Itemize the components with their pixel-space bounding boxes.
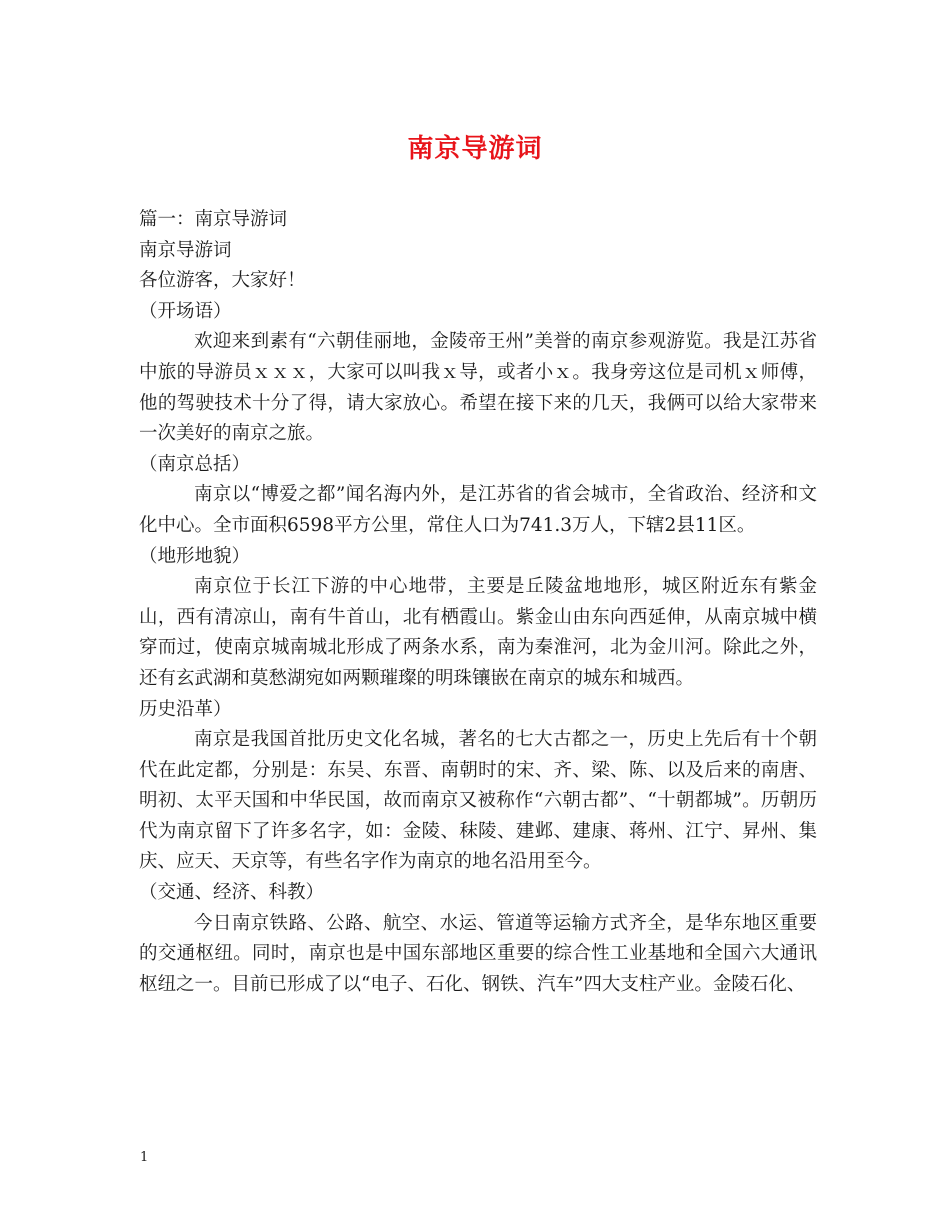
section-heading-overview: （南京总括） — [139, 453, 251, 475]
paragraph-opening: 欢迎来到素有“六朝佳丽地，金陵帝王州”美誉的南京参观游览。我是江苏省中旅的导游员ｘｘｘ，大家可以叫我ｘ导，或者小ｘ。我身旁这位是司机ｘ师傅，他的驾驶技术十分了得，请大家放心。希望在接下来的几天，我俩可以给大家带来一次美好的南京之旅。 — [139, 331, 817, 445]
paragraph-terrain: 南京位于长江下游的中心地带，主要是丘陵盆地地形，城区附近东有紫金山，西有清凉山，南有牛首山，北有栖霞山。紫金山由东向西延伸，从南京城中横穿而过，使南京城南城北形成了两条水系，南为秦淮河，北为金川河。除此之外，还有玄武湖和莫愁湖宛如两颗璀璨的明珠镶嵌在南京的城东和城西。 — [139, 576, 817, 689]
section-heading-opening: （开场语） — [139, 300, 232, 322]
sub-heading: 南京导游词 — [139, 239, 232, 261]
section-heading-transport: （交通、经济、科教） — [139, 882, 325, 904]
greeting: 各位游客，大家好！ — [139, 270, 306, 292]
document-title: 南京导游词 — [407, 134, 543, 164]
document-body — [139, 205, 817, 1000]
paragraph-overview: 南京以“博爱之都”闻名海内外，是江苏省的省会城市，全省政治、经济和文化中心。全市面积6598平方公里，常住人口为741.3万人，下辖2县11区。 — [139, 484, 817, 536]
article-heading: 篇一：南京导游词 — [139, 209, 288, 230]
section-heading-terrain: （地形地貌） — [139, 545, 251, 567]
paragraph-history: 南京是我国首批历史文化名城，著名的七大古都之一，历史上先后有十个朝代在此定都，分别是：东吴、东晋、南朝时的宋、齐、梁、陈、以及后来的南唐、明初、太平天国和中华民国，故而南京又被称作“六朝古都”、“十朝都城”。历朝历代为南京留下了许多名字，如：金陵、秣陵、建邺、建康、蒋州、江宁、昇州、集庆、应天、天京等，有些名字作为南京的地名沿用至今。 — [139, 729, 817, 873]
page-number: 1 — [140, 1150, 149, 1165]
paragraph-transport: 今日南京铁路、公路、航空、水运、管道等运输方式齐全，是华东地区重要的交通枢纽。同时，南京也是中国东部地区重要的综合性工业基地和全国六大通讯枢纽之一。目前已形成了以“电子、石化、钢铁、汽车”四大支柱产业。金陵石化、 — [139, 912, 817, 995]
section-heading-history: 历史沿革） — [139, 698, 232, 720]
